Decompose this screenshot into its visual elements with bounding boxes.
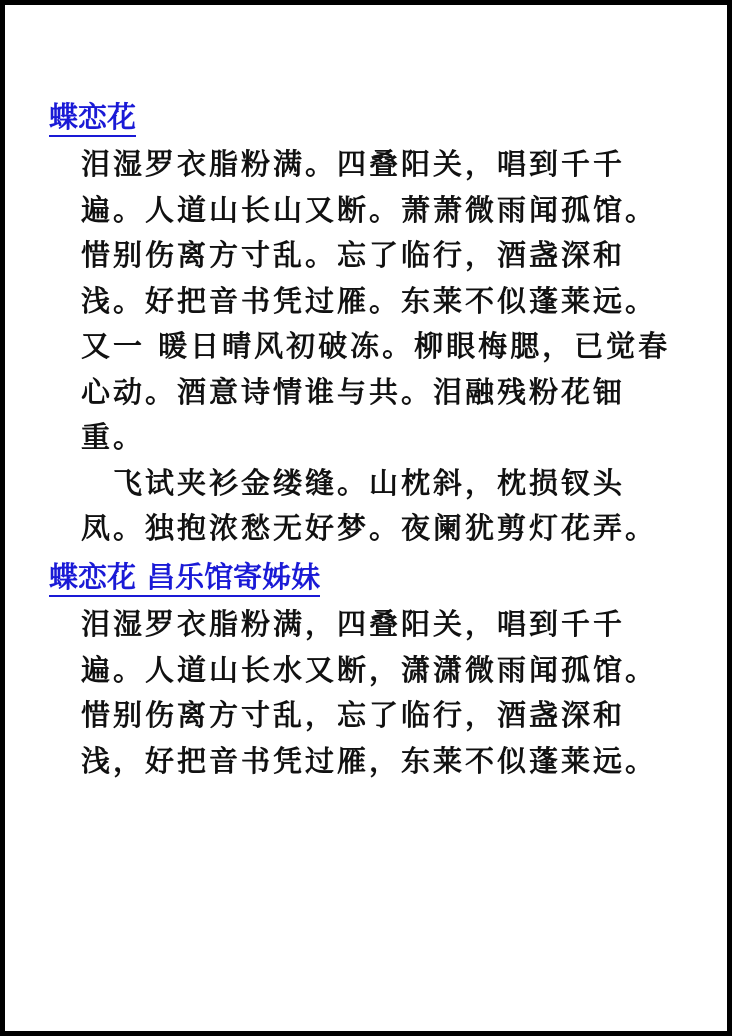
- document-page: [5, 5, 727, 1031]
- poem-line: 凤。独抱浓愁无好梦。夜阑犹剪灯花弄。: [81, 511, 658, 545]
- poem-line: 又一 暖日晴风初破冻。柳眼梅腮，已觉春: [81, 329, 671, 363]
- poem-line: 泪湿罗衣脂粉满。四叠阳关，唱到千千: [81, 147, 626, 181]
- poem-line: 泪湿罗衣脂粉满，四叠阳关，唱到千千: [81, 607, 626, 641]
- poem-line: 惜别伤离方寸乱。忘了临行，酒盏深和: [81, 238, 626, 272]
- section-1-title[interactable]: [49, 100, 136, 134]
- section-1-title-text[interactable]: 蝶恋花: [49, 100, 136, 137]
- poem-line: 惜别伤离方寸乱，忘了临行，酒盏深和: [81, 698, 626, 732]
- section-2-title-text[interactable]: 蝶恋花 昌乐馆寄姊妹: [49, 560, 320, 597]
- poem-line: 浅，好把音书凭过雁，东莱不似蓬莱远。: [81, 743, 658, 778]
- poem-line: 重。: [81, 420, 146, 454]
- poem-line: 遍。人道山长山又断。萧萧微雨闻孤馆。: [81, 192, 658, 227]
- poem-line: 飞试夹衫金缕缝。山枕斜，枕损钗头: [81, 465, 626, 500]
- poem-line: 浅。好把音书凭过雁。东莱不似蓬莱远。: [81, 283, 658, 318]
- poem-line: 遍。人道山长水又断，潇潇微雨闻孤馆。: [81, 652, 658, 687]
- section-2-poem: [81, 602, 691, 784]
- section-1-poem: [81, 142, 691, 552]
- poem-line: 心动。酒意诗情谁与共。泪融残粉花钿: [81, 374, 626, 409]
- section-2-title[interactable]: [49, 560, 320, 594]
